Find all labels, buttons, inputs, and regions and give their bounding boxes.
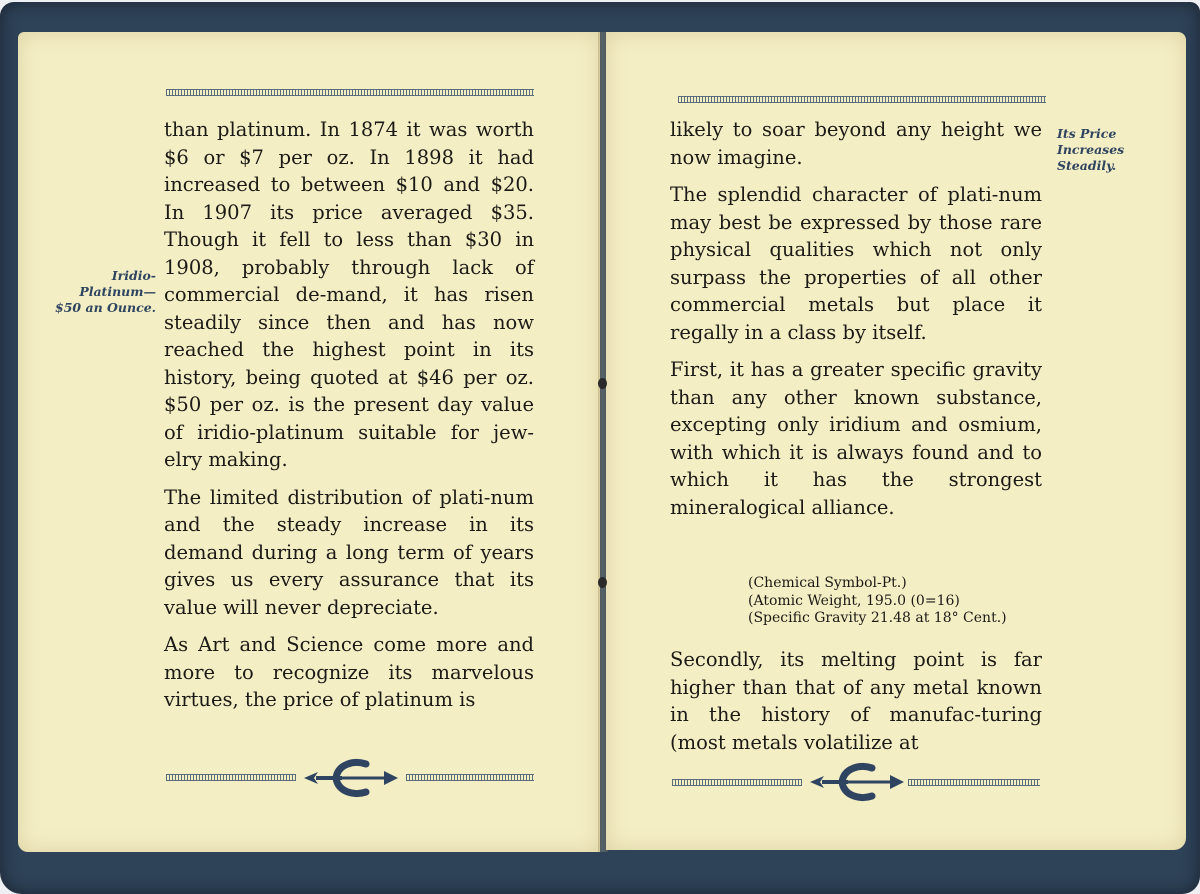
right-margin-note	[1057, 126, 1177, 174]
specific-gravity-line: (Specific Gravity 21.48 at 18° Cent.)	[748, 610, 1007, 626]
left-bottom-rule-right	[406, 774, 534, 781]
left-paragraph: As Art and Science come more and more to recognize its marvelous virtues, the price of platinum is	[164, 633, 534, 711]
right-page-continuation	[670, 646, 1042, 766]
right-paragraph: likely to soar beyond any height we now imagine.	[670, 118, 1042, 169]
margin-note-line: Steadily.	[1057, 158, 1117, 173]
right-bottom-rule-left	[672, 779, 802, 786]
margin-note-line: Platinum—	[79, 284, 156, 299]
margin-note-line: $50 an Ounce.	[55, 300, 156, 315]
right-paragraph: First, it has a greater specific gravity than any other known substance, excepting only iridium and osmium, with which it is always found and to which it has the strongest mineralogical alliance.	[670, 358, 1042, 519]
left-paragraph: than platinum. In 1874 it was worth $6 or $7 per oz. In 1898 it had increased to between $10 and $20. In 1907 its price averaged $35. Though it fell to less than $30 in 1908, probably through lack of commercial de-mand, it has risen steadily since then and has now reached the highest point in its history, being quoted at $46 per oz. $50 per oz. is the present day value of iridio-platinum suitable for jew-elry making.	[164, 118, 534, 471]
left-top-rule	[166, 89, 534, 96]
left-margin-note	[20, 268, 156, 316]
margin-note-line: Its Price	[1057, 126, 1117, 141]
right-paragraph: The splendid character of plati-num may best be expressed by those rare physical qualities which not only surpass the properties of all other commercial metals but place it regally in a class by itself.	[670, 183, 1042, 344]
arrow-ornament-icon	[302, 754, 402, 802]
right-page-body	[670, 116, 1042, 531]
right-paragraph: Secondly, its melting point is far higher than that of any metal known in the history of manufac-turing (most metals volatilize at	[670, 648, 1042, 754]
binding-hole-bottom	[598, 577, 607, 588]
arrow-ornament-icon	[808, 758, 908, 806]
binding-hole-top	[598, 378, 607, 389]
right-bottom-rule-right	[908, 779, 1040, 786]
chemical-data	[748, 575, 1038, 628]
chemical-symbol-line: (Chemical Symbol-Pt.)	[748, 575, 907, 591]
left-paragraph: The limited distribution of plati-num and the steady increase in its demand during a long term of years gives us every assurance that its value will never depreciate.	[164, 485, 534, 619]
right-top-rule	[678, 96, 1046, 103]
margin-note-line: Iridio-	[111, 268, 156, 283]
atomic-weight-line: (Atomic Weight, 195.0 (0=16)	[748, 592, 960, 609]
left-page-body	[164, 116, 534, 724]
left-bottom-rule-left	[166, 774, 296, 781]
margin-note-line: Increases	[1057, 142, 1125, 157]
